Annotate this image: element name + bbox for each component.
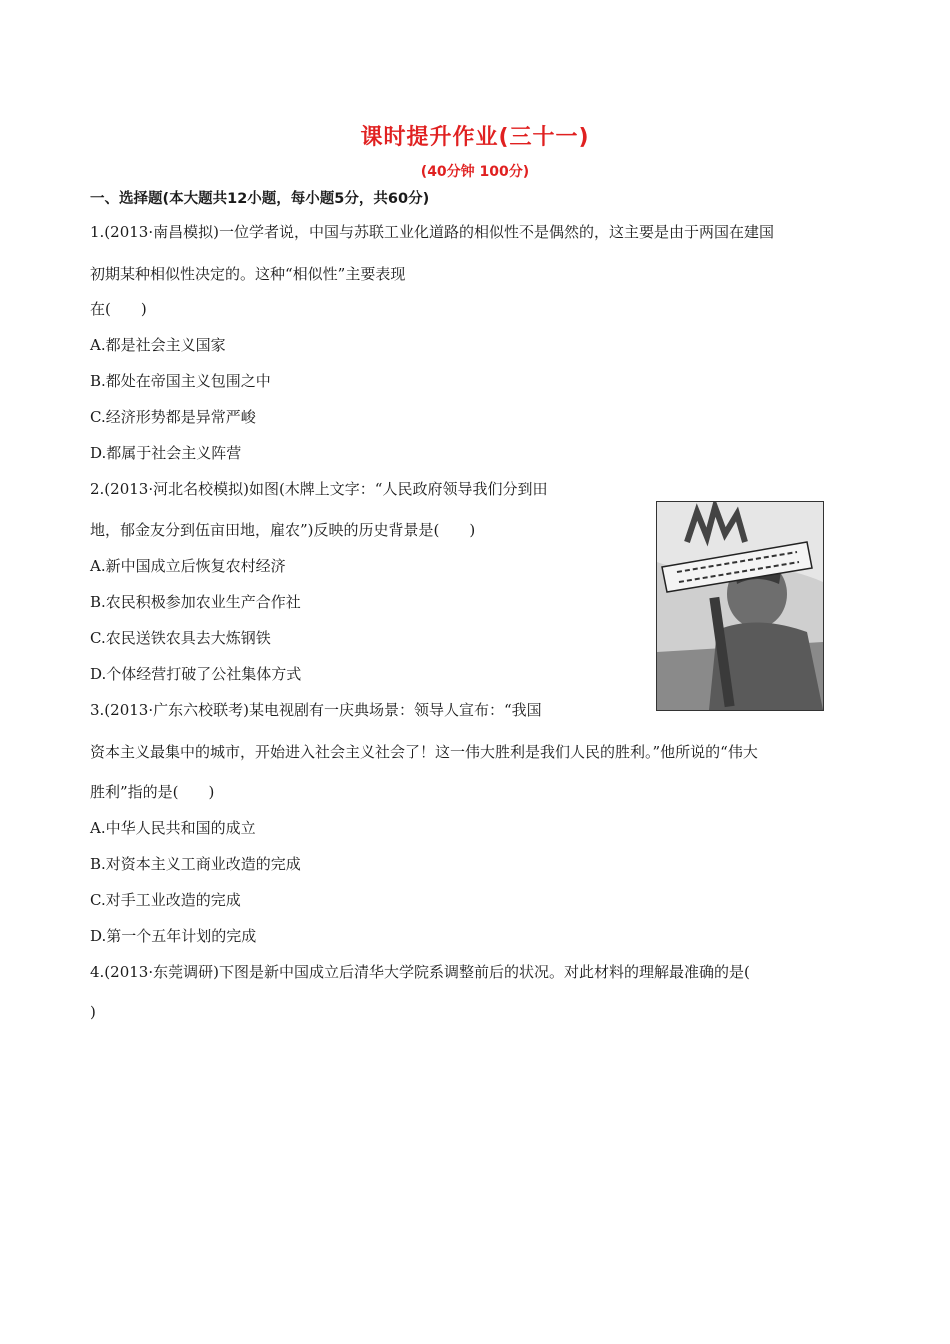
- question-3-line-1: 3.(2013·广东六校联考)某电视剧有一庆典场景：领导人宣布：“我国: [90, 701, 542, 719]
- question-1-line-2: 初期某种相似性决定的。这种“相似性”主要表现: [90, 265, 406, 283]
- question-4-line-1: 4.(2013·东莞调研)下图是新中国成立后清华大学院系调整前后的状况。对此材料的理解最准确的是(: [90, 963, 750, 981]
- section-heading: 一、选择题(本大题共12小题，每小题5分，共60分): [90, 191, 430, 207]
- page-subtitle: (40分钟 100分): [420, 164, 530, 180]
- question-3-option-a: A.中华人民共和国的成立: [90, 819, 256, 837]
- question-3-option-c: C.对手工业改造的完成: [90, 891, 241, 909]
- question-1-option-b: B.都处在帝国主义包围之中: [90, 372, 271, 390]
- question-2-option-b: B.农民积极参加农业生产合作社: [90, 593, 301, 611]
- question-1-option-d: D.都属于社会主义阵营: [90, 444, 242, 462]
- question-2-line-2: 地，郁金友分到伍亩田地，雇农”)反映的历史背景是( ): [90, 521, 476, 539]
- question-3-line-3: 胜利”指的是( ): [90, 783, 215, 801]
- question-2-option-d: D.个体经营打破了公社集体方式: [90, 665, 302, 683]
- question-2-option-c: C.农民送铁农具去大炼钢铁: [90, 629, 271, 647]
- farmer-photo: [656, 501, 824, 711]
- question-2-option-a: A.新中国成立后恢复农村经济: [90, 557, 286, 575]
- question-1-option-c: C.经济形势都是异常严峻: [90, 408, 256, 426]
- question-4-line-2: ): [90, 1003, 96, 1021]
- question-3-line-2: 资本主义最集中的城市，开始进入社会主义社会了！这一伟大胜利是我们人民的胜利。”他所说的“伟大: [90, 743, 758, 761]
- question-3-option-b: B.对资本主义工商业改造的完成: [90, 855, 301, 873]
- question-1-line-3: 在( ): [90, 300, 147, 318]
- farmer-photo-illustration: [657, 502, 823, 710]
- question-3-option-d: D.第一个五年计划的完成: [90, 927, 257, 945]
- page-title: 课时提升作业(三十一): [360, 125, 590, 150]
- question-1-line-1: 1.(2013·南昌模拟)一位学者说，中国与苏联工业化道路的相似性不是偶然的，这主要是由于两国在建国: [90, 223, 774, 241]
- question-2-line-1: 2.(2013·河北名校模拟)如图(木牌上文字：“人民政府领导我们分到田: [90, 480, 548, 498]
- question-1-option-a: A.都是社会主义国家: [90, 336, 226, 354]
